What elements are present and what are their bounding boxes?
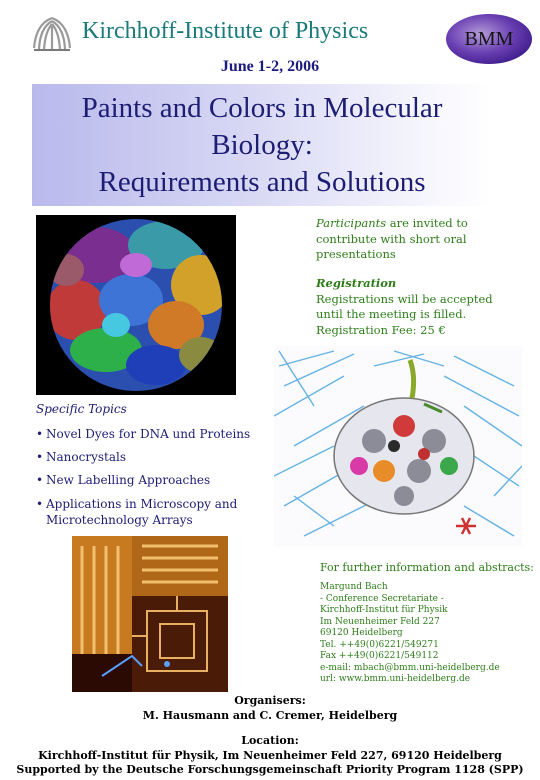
title-line-2: Biology: <box>211 129 313 161</box>
title-line-1: Paints and Colors in Molecular <box>81 92 443 124</box>
child-drawing-image <box>274 346 522 546</box>
contact-name: Margund Bach <box>320 582 388 592</box>
registration-section <box>316 276 516 338</box>
bmm-logo <box>446 14 532 64</box>
participants-body: are invited to contribute with short oral presentations <box>316 216 468 261</box>
registration-heading: Registration <box>316 276 397 290</box>
contact-institution: Kirchhoff-Institut für Physik <box>320 605 448 615</box>
bullet-icon: • <box>36 497 44 511</box>
topic-item: • Novel Dyes for DNA und Proteins <box>36 427 251 441</box>
participants-text <box>316 216 516 263</box>
title-line-3: Requirements and Solutions <box>98 166 426 198</box>
institute-title: Kirchhoff-Institute of Physics <box>82 18 369 44</box>
location-address: Kirchhoff-Institut für Physik, Im Neuenheimer Feld 227, 69120 Heidelberg <box>38 749 502 762</box>
topics-heading: Specific Topics <box>36 402 127 416</box>
event-date: June 1-2, 2006 <box>220 58 320 75</box>
registration-text: Registrations will be accepted until the meeting is filled. <box>316 291 493 321</box>
contact-fax: Fax ++49(0)6221/549112 <box>320 651 439 661</box>
contact-street: Im Neuenheimer Feld 227 <box>320 616 440 627</box>
topic-item: • Applications in Microscopy and Microtechnology Arrays <box>36 497 238 527</box>
contact-phone: Tel. ++49(0)6221/549271 <box>320 639 439 650</box>
topic-item: • Nanocrystals <box>36 450 126 464</box>
bmm-logo-text: BMM <box>464 27 514 50</box>
organisers-names: M. Hausmann and C. Cremer, Heidelberg <box>142 709 398 722</box>
bullet-icon: • <box>36 473 44 487</box>
contact-url[interactable]: url: www.bmm.uni-heidelberg.de <box>320 674 471 684</box>
topic-item: • New Labelling Approaches <box>36 473 211 487</box>
contact-city: 69120 Heidelberg <box>320 628 403 638</box>
institute-logo <box>30 12 74 56</box>
protein-structure-image <box>36 215 236 395</box>
contact-email[interactable]: e-mail: mbach@bmm.uni-heidelberg.de <box>320 662 500 673</box>
contact-role: - Conference Secretariate - <box>320 593 444 604</box>
support-note: Supported by the Deutsche Forschungsgemeinschaft Priority Program 1128 (SPP) <box>16 763 524 776</box>
registration-fee: Registration Fee: 25 € <box>316 322 446 337</box>
organisers-label: Organisers: <box>234 694 306 707</box>
participants-lead: Participants <box>316 216 387 230</box>
bullet-icon: • <box>36 450 44 464</box>
further-info-heading: For further information and abstracts: <box>320 561 534 574</box>
microchip-image <box>72 536 228 692</box>
bullet-icon: • <box>36 427 44 441</box>
location-label: Location: <box>241 734 299 747</box>
